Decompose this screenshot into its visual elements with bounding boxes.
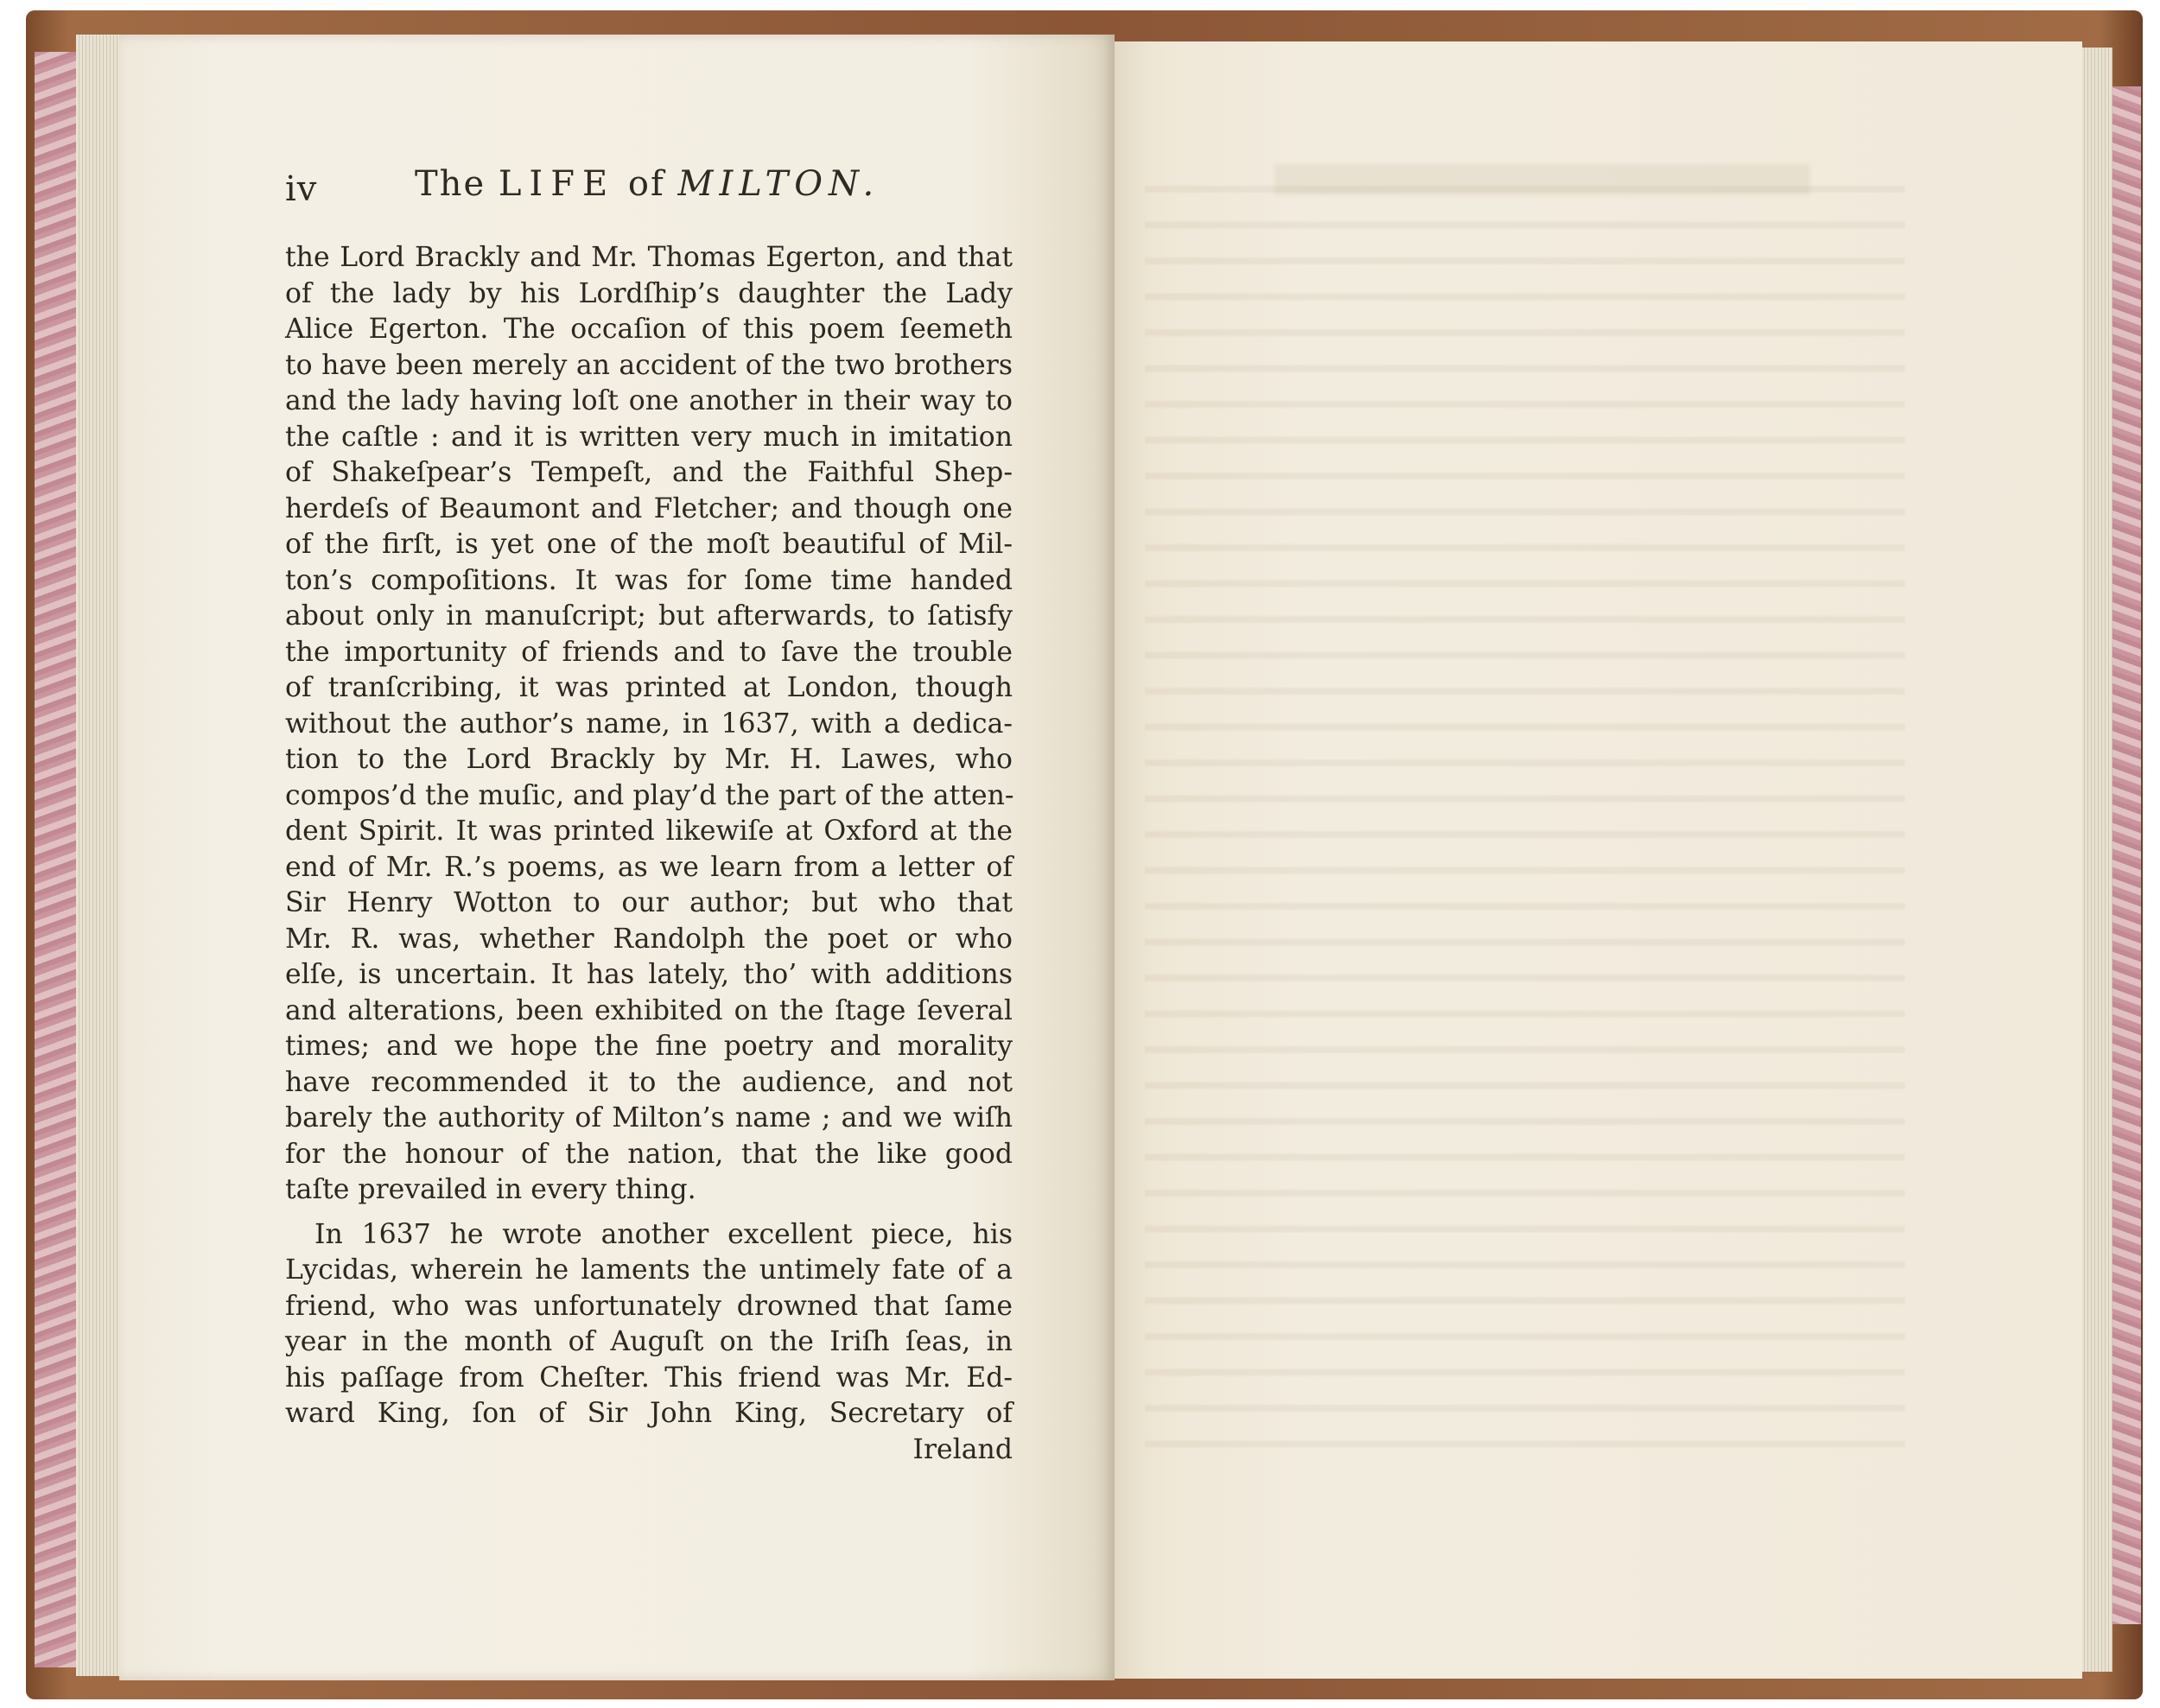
text-line: compos’d the muſic, and play’d the part of the atten-: [285, 779, 1014, 811]
text-line: his paſſage from Cheſter. This friend was Mr. Ed-: [285, 1362, 1013, 1394]
text-line: of tranſcribing, it was printed at London, though: [285, 672, 1013, 703]
text-line: without the author’s name, in 1637, with a dedica-: [285, 708, 1013, 740]
running-title-name: MILTON.: [677, 164, 880, 204]
text-line: Alice Egerton. The occaſion of this poem ſeemeth: [285, 314, 1013, 345]
catchword: Ireland: [912, 1433, 1013, 1465]
running-title-life: LIFE: [498, 164, 616, 204]
text-line: dent Spirit. It was printed likewiſe at Oxford at the: [285, 816, 1013, 847]
text-line: the importunity of friends and to ſave the trouble: [285, 636, 1013, 668]
text-line: year in the month of Auguſt on the Iriſh ſeas, in: [285, 1326, 1013, 1357]
text-line: friend, who was unfortunately drowned that ſame: [285, 1290, 1013, 1322]
text-line: Lycidas, wherein he laments the untimely fate of a: [285, 1254, 1013, 1286]
text-line: times; and we hope the fine poetry and morality: [285, 1031, 1013, 1062]
text-line: of Shakeſpear’s Tempeſt, and the Faithful Shep-: [285, 457, 1013, 488]
text-line: ward King, ſon of Sir John King, Secretary of: [285, 1398, 1013, 1429]
text-line: Sir Henry Wotton to our author; but who that: [285, 887, 1013, 918]
text-line: end of Mr. R.’s poems, as we learn from a letter of: [285, 851, 1013, 883]
text-line: and the lady having loſt one another in their way to: [285, 385, 1013, 416]
text-line: for the honour of the nation, that the like good: [285, 1138, 1013, 1170]
text-line: the Lord Brackly and Mr. Thomas Egerton, and that: [285, 242, 1013, 273]
text-line: to have been merely an accident of the two brothers: [285, 349, 1013, 381]
body-text: [285, 240, 1013, 1468]
text-line: elſe, is uncertain. It has lately, tho’ with additions: [285, 959, 1013, 990]
text-line: of the lady by his Lordſhip’s daughter the Lady: [285, 277, 1013, 309]
running-title-prefix: The: [415, 164, 486, 204]
text-line: barely the authority of Milton’s name ; and we wiſh: [285, 1102, 1013, 1133]
text-line: herdeſs of Beaumont and Fletcher; and though one: [285, 492, 1013, 524]
page-edges-right: [2078, 48, 2112, 1672]
running-title: [415, 164, 880, 204]
running-title-of: of: [627, 164, 665, 204]
text-line: tion to the Lord Brackly by Mr. H. Lawes, who: [285, 744, 1013, 775]
text-line: about only in manuſcript; but afterwards, to ſatisfy: [285, 600, 1013, 632]
text-line: the caſtle : and it is written very much in imitation: [285, 421, 1013, 453]
page-number: iv: [285, 169, 318, 209]
show-through-text: [1145, 160, 1905, 1473]
running-head: [285, 164, 994, 225]
text-line: of the firſt, is yet one of the moſt beautiful of Mil-: [285, 529, 1013, 560]
text-line: In 1637 he wrote another excellent piece, his: [314, 1218, 1013, 1250]
text-line: and alterations, been exhibited on the ſtage ſeveral: [285, 994, 1013, 1026]
text-line: taſte prevailed in every thing.: [285, 1174, 696, 1205]
text-line: Mr. R. was, whether Randolph the poet or who: [285, 923, 1013, 955]
text-line: ton’s compoſitions. It was for ſome time handed: [285, 564, 1013, 596]
text-line: have recommended it to the audience, and not: [285, 1066, 1013, 1098]
